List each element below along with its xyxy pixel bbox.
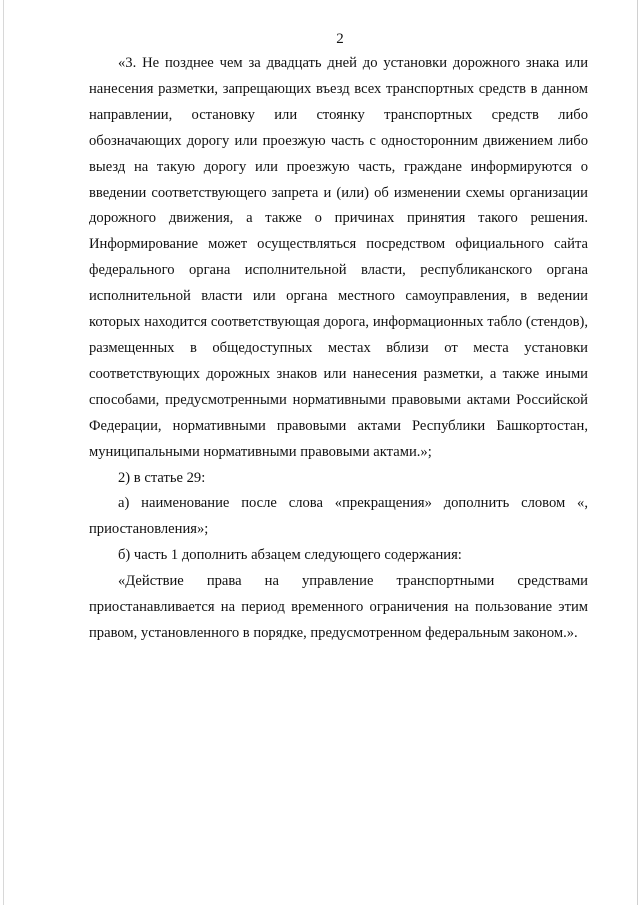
paragraph-quoted-addition: «Действие права на управление транспортными средствами приостанавливается на период временного ограничения на пользование этим правом, установленного в порядке, предусмотренном федеральным законом.». xyxy=(89,573,588,641)
paragraph-amendment-clause-3: «3. Не позднее чем за двадцать дней до установки дорожного знака или нанесения разметки, запрещающих въезд всех транспортных средств в данном направлении, остановку или стоянку транспортных средств либо обозначающих дорогу или проезжую часть с односторонним движением либо выезд на такую дорогу или проезжую часть, граждане информируются о введении соответствующего запрета и (или) об изменении схемы организации дорожного движения, а также о причинах принятия такого решения. Информирование может осуществляться посредством официального сайта федерального органа исполнительной власти, республиканского органа исполнительной власти или органа местного самоуправления, в ведении которых находится соответствующая дорога, информационных табло (стендов), размещенных в общедоступных местах вблизи от места установки соответствующих дорожных знаков или нанесения разметки, а также иными способами, предусмотренными нормативными правовыми актами Российской Федерации, нормативными правовыми актами Республики Башкортостан, муниципальными нормативными правовыми актами.»; xyxy=(89,55,588,460)
scan-edge-right xyxy=(637,0,638,905)
page-number: 2 xyxy=(336,31,344,47)
document-body xyxy=(89,51,588,647)
scan-edge-left xyxy=(3,0,4,905)
paragraph-item-b: б) часть 1 дополнить абзацем следующего содержания: xyxy=(118,547,462,564)
paragraph-article-29: 2) в статье 29: xyxy=(118,469,206,486)
paragraph-item-a: а) наименование после слова «прекращения» дополнить словом «, приостановления»; xyxy=(89,495,588,538)
